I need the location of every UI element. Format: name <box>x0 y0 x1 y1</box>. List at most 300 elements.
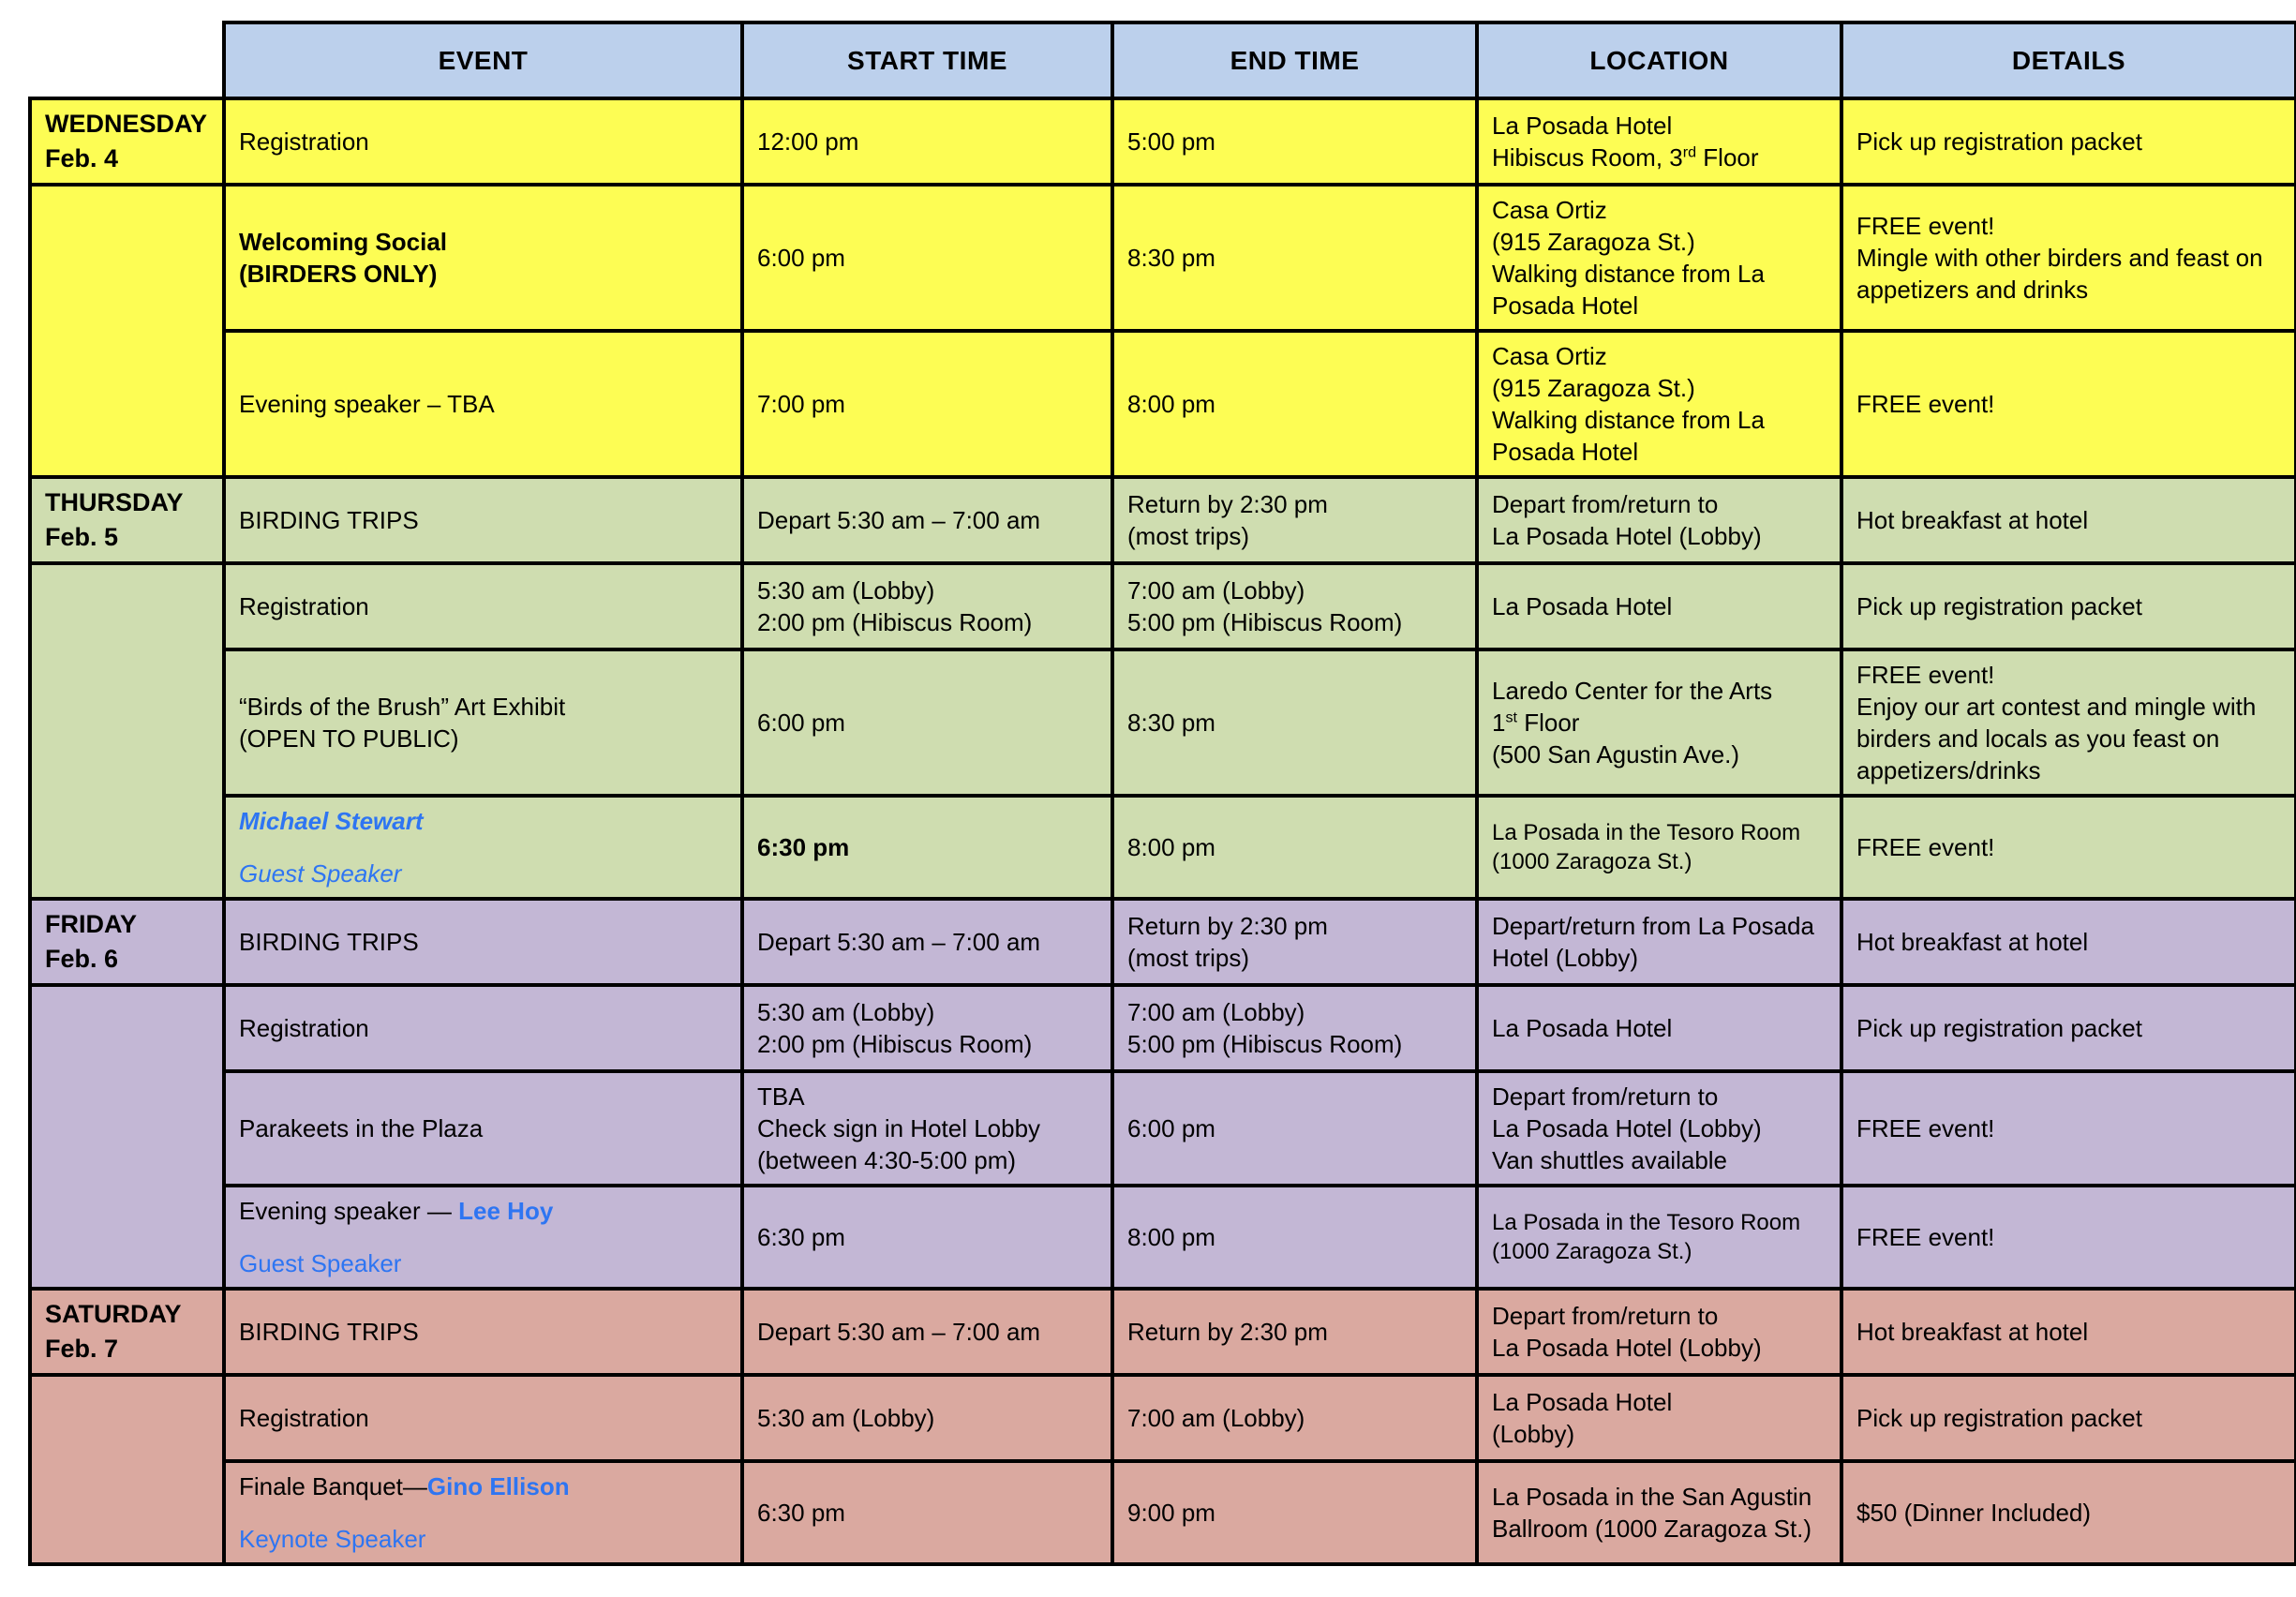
text-line <box>757 242 1097 274</box>
schedule-row <box>30 1186 2296 1289</box>
column-header-details: DETAILS <box>1841 22 2296 98</box>
day-label: SATURDAY <box>45 1300 182 1328</box>
text-segment: 6:30 pm <box>757 833 850 861</box>
text-segment: 8:30 pm <box>1127 244 1215 272</box>
text-line <box>1492 590 1826 622</box>
text-segment: Depart from/return to <box>1492 1082 1719 1111</box>
location-cell <box>1477 331 1841 477</box>
text-line <box>239 926 727 958</box>
text-line <box>1492 194 1826 226</box>
schedule-row <box>30 649 2296 796</box>
text-line <box>1492 404 1826 468</box>
location-cell <box>1477 796 1841 899</box>
text-segment: FREE event! <box>1856 1114 1995 1142</box>
text-line <box>1856 659 2281 691</box>
text-segment: rd <box>1682 143 1697 161</box>
text-line <box>239 258 727 290</box>
text-segment: Return by 2:30 pm <box>1127 912 1328 940</box>
text-segment: Guest Speaker <box>239 1249 402 1277</box>
end-cell <box>1112 477 1477 563</box>
details-cell <box>1841 649 2296 796</box>
text-line <box>757 1112 1097 1144</box>
text-segment: Lee Hoy <box>458 1197 554 1225</box>
event-cell <box>224 649 742 796</box>
text-segment: Walking distance from La Posada Hotel <box>1492 260 1765 320</box>
text-line <box>757 1081 1097 1112</box>
text-segment: 8:00 pm <box>1127 1223 1215 1251</box>
start-cell <box>742 1071 1112 1186</box>
text-line <box>239 805 727 837</box>
text-line <box>1492 340 1826 372</box>
text-segment: st <box>1505 709 1517 726</box>
text-line <box>1856 691 2281 786</box>
text-line <box>1492 520 1826 552</box>
text-line <box>1856 1012 2281 1044</box>
text-segment: Welcoming Social <box>239 228 448 256</box>
text-line <box>1127 242 1462 274</box>
event-cell <box>224 1186 742 1289</box>
event-cell <box>224 1289 742 1375</box>
text-segment: La Posada in the Tesoro Room (1000 Zaragoza St.) <box>1492 1210 1801 1264</box>
details-cell <box>1841 1461 2296 1564</box>
text-segment: La Posada Hotel <box>1492 592 1673 620</box>
event-cell <box>224 1461 742 1564</box>
text-segment: Keynote Speaker <box>239 1525 426 1553</box>
details-cell <box>1841 98 2296 185</box>
text-segment: 5:30 am (Lobby) <box>757 576 935 604</box>
text-line <box>1492 1300 1826 1332</box>
day-filler-cell <box>30 185 224 477</box>
text-line <box>239 1523 727 1555</box>
text-segment: La Posada Hotel <box>1492 112 1673 140</box>
text-segment: Registration <box>239 1014 369 1042</box>
text-segment: “Birds of the Brush” Art Exhibit <box>239 693 566 721</box>
text-segment: Depart 5:30 am – 7:00 am <box>757 928 1041 956</box>
text-line <box>239 504 727 536</box>
text-line <box>1127 388 1462 420</box>
text-line <box>757 1402 1097 1434</box>
text-segment: (500 San Agustin Ave.) <box>1492 740 1740 769</box>
text-line <box>757 1144 1097 1176</box>
text-line <box>1492 1012 1826 1044</box>
text-line <box>1492 372 1826 404</box>
text-line <box>239 723 727 754</box>
schedule-row <box>30 98 2296 185</box>
text-segment: 9:00 pm <box>1127 1499 1215 1527</box>
day-cell <box>30 899 224 985</box>
text-line <box>239 126 727 157</box>
text-line <box>239 1470 727 1502</box>
text-line <box>1492 1208 1826 1266</box>
text-segment: 7:00 am (Lobby) <box>1127 998 1305 1026</box>
text-segment: 7:00 am (Lobby) <box>1127 576 1305 604</box>
text-segment: Pick up registration packet <box>1856 592 2142 620</box>
text-segment: Laredo Center for the Arts <box>1492 677 1773 705</box>
text-segment: 7:00 am (Lobby) <box>1127 1404 1305 1432</box>
event-cell <box>224 98 742 185</box>
event-cell <box>224 477 742 563</box>
day-label: WEDNESDAY <box>45 110 208 138</box>
schedule-row <box>30 1461 2296 1564</box>
end-cell <box>1112 563 1477 649</box>
text-line <box>757 575 1097 606</box>
column-header-location: LOCATION <box>1477 22 1841 98</box>
start-cell <box>742 1461 1112 1564</box>
text-segment: Registration <box>239 592 369 620</box>
text-segment: 5:30 am (Lobby) <box>757 998 935 1026</box>
schedule-row <box>30 796 2296 899</box>
text-segment: 2:00 pm (Hibiscus Room) <box>757 608 1033 636</box>
text-line <box>1127 1221 1462 1253</box>
text-line <box>1492 110 1826 142</box>
text-segment: FREE event! <box>1856 833 1995 861</box>
text-line <box>757 831 1097 863</box>
text-line <box>1127 910 1462 942</box>
text-line <box>1492 1112 1826 1144</box>
text-segment: (915 Zaragoza St.) <box>1492 374 1695 402</box>
end-cell <box>1112 1289 1477 1375</box>
text-segment: Return by 2:30 pm <box>1127 1318 1328 1346</box>
column-header-event: EVENT <box>224 22 742 98</box>
end-cell <box>1112 98 1477 185</box>
text-line <box>239 1195 727 1227</box>
column-header-start-time: START TIME <box>742 22 1112 98</box>
text-segment: Gino Ellison <box>426 1472 570 1500</box>
text-line <box>1127 126 1462 157</box>
text-line <box>1856 504 2281 536</box>
start-cell <box>742 185 1112 331</box>
day-cell <box>30 98 224 185</box>
location-cell <box>1477 477 1841 563</box>
text-segment: 2:00 pm (Hibiscus Room) <box>757 1030 1033 1058</box>
text-segment: 8:00 pm <box>1127 833 1215 861</box>
text-segment: Depart 5:30 am – 7:00 am <box>757 1318 1041 1346</box>
text-segment: 5:00 pm <box>1127 127 1215 156</box>
text-segment: (BIRDERS ONLY) <box>239 260 438 288</box>
details-cell <box>1841 1071 2296 1186</box>
text-line <box>757 1497 1097 1529</box>
text-segment: Depart 5:30 am – 7:00 am <box>757 506 1041 534</box>
details-cell <box>1841 985 2296 1071</box>
text-line <box>1127 1402 1462 1434</box>
text-line <box>1127 520 1462 552</box>
text-line <box>757 926 1097 958</box>
text-line <box>1492 1418 1826 1450</box>
text-line <box>757 1221 1097 1253</box>
text-segment: Walking distance from La Posada Hotel <box>1492 406 1765 466</box>
text-segment: Mingle with other birders and feast on appetizers and drinks <box>1856 244 2263 304</box>
text-segment: Check sign in Hotel Lobby <box>757 1114 1041 1142</box>
text-segment: Parakeets in the Plaza <box>239 1114 484 1142</box>
text-line <box>239 1316 727 1348</box>
text-segment: 7:00 pm <box>757 390 845 418</box>
text-segment: 6:00 pm <box>757 709 845 737</box>
text-segment: Enjoy our art contest and mingle with birders and locals as you feast on appetizers/drinks <box>1856 693 2257 784</box>
event-cell <box>224 796 742 899</box>
day-label: FRIDAY <box>45 910 138 938</box>
text-segment: FREE event! <box>1856 661 1995 689</box>
event-cell <box>224 899 742 985</box>
date-label: Feb. 7 <box>45 1335 119 1363</box>
text-segment: 6:00 pm <box>757 244 845 272</box>
schedule-table <box>28 21 2296 1566</box>
text-segment: Pick up registration packet <box>1856 1404 2142 1432</box>
schedule-row <box>30 985 2296 1071</box>
start-cell <box>742 98 1112 185</box>
location-cell <box>1477 1186 1841 1289</box>
text-line <box>239 388 727 420</box>
event-cell <box>224 985 742 1071</box>
text-segment: La Posada in the San Agustin Ballroom (1000 Zaragoza St.) <box>1492 1483 1812 1543</box>
text-line <box>239 858 727 889</box>
text-line <box>1492 226 1826 258</box>
day-label: THURSDAY <box>45 488 184 516</box>
end-cell <box>1112 1461 1477 1564</box>
event-cell <box>224 563 742 649</box>
text-segment: Depart from/return to <box>1492 1302 1719 1330</box>
location-cell <box>1477 1071 1841 1186</box>
text-segment: 12:00 pm <box>757 127 859 156</box>
text-line <box>757 996 1097 1028</box>
text-segment: (915 Zaragoza St.) <box>1492 228 1695 256</box>
text-segment: 8:30 pm <box>1127 709 1215 737</box>
text-line <box>757 388 1097 420</box>
text-line <box>1492 707 1826 739</box>
text-line <box>239 1112 727 1144</box>
end-cell <box>1112 985 1477 1071</box>
event-cell <box>224 1071 742 1186</box>
text-line <box>239 1402 727 1434</box>
text-segment: Evening speaker — <box>239 1197 459 1225</box>
location-cell <box>1477 98 1841 185</box>
schedule-row <box>30 1289 2296 1375</box>
text-segment: $50 (Dinner Included) <box>1856 1499 2092 1527</box>
text-line <box>1127 831 1462 863</box>
text-line <box>1127 1497 1462 1529</box>
text-line <box>1492 1332 1826 1364</box>
text-line <box>1492 739 1826 770</box>
details-cell <box>1841 1186 2296 1289</box>
text-segment: 6:00 pm <box>1127 1114 1215 1142</box>
text-segment: 6:30 pm <box>757 1499 845 1527</box>
event-cell <box>224 331 742 477</box>
text-line <box>1127 996 1462 1028</box>
text-line <box>1856 388 2281 420</box>
schedule-row <box>30 563 2296 649</box>
location-cell <box>1477 899 1841 985</box>
text-line <box>1856 1221 2281 1253</box>
start-cell <box>742 985 1112 1071</box>
text-line <box>757 504 1097 536</box>
event-cell <box>224 1375 742 1461</box>
text-line <box>1127 942 1462 974</box>
text-line <box>757 1316 1097 1348</box>
text-segment: (most trips) <box>1127 522 1249 550</box>
text-segment: Casa Ortiz <box>1492 196 1607 224</box>
text-line <box>239 691 727 723</box>
text-segment: Pick up registration packet <box>1856 1014 2142 1042</box>
text-segment: FREE event! <box>1856 390 1995 418</box>
day-filler-cell <box>30 563 224 899</box>
text-segment: La Posada Hotel <box>1492 1388 1673 1416</box>
date-label: Feb. 5 <box>45 523 119 551</box>
day-cell <box>30 1289 224 1375</box>
text-segment: La Posada Hotel (Lobby) <box>1492 1334 1762 1362</box>
text-segment: Hot breakfast at hotel <box>1856 506 2089 534</box>
text-segment: 5:00 pm (Hibiscus Room) <box>1127 1030 1403 1058</box>
text-line <box>757 126 1097 157</box>
event-cell <box>224 185 742 331</box>
text-segment: Van shuttles available <box>1492 1146 1728 1174</box>
text-line <box>1856 590 2281 622</box>
end-cell <box>1112 1375 1477 1461</box>
text-segment: Michael Stewart <box>239 807 424 835</box>
text-segment: La Posada Hotel <box>1492 1014 1673 1042</box>
start-cell <box>742 796 1112 899</box>
text-segment: BIRDING TRIPS <box>239 928 419 956</box>
details-cell <box>1841 331 2296 477</box>
text-segment: Registration <box>239 127 369 156</box>
text-segment: Hibiscus Room, 3 <box>1492 143 1683 172</box>
text-segment: 5:30 am (Lobby) <box>757 1404 935 1432</box>
start-cell <box>742 1375 1112 1461</box>
text-line <box>1856 831 2281 863</box>
location-cell <box>1477 985 1841 1071</box>
schedule-row <box>30 1375 2296 1461</box>
details-cell <box>1841 477 2296 563</box>
start-cell <box>742 899 1112 985</box>
end-cell <box>1112 185 1477 331</box>
text-segment: La Posada Hotel (Lobby) <box>1492 1114 1762 1142</box>
text-line <box>757 1028 1097 1060</box>
text-segment: 6:30 pm <box>757 1223 845 1251</box>
text-segment: Evening speaker – TBA <box>239 390 495 418</box>
location-cell <box>1477 1289 1841 1375</box>
date-label: Feb. 4 <box>45 144 119 172</box>
text-line <box>1856 1497 2281 1529</box>
start-cell <box>742 331 1112 477</box>
text-line <box>239 1247 727 1279</box>
text-line <box>1127 575 1462 606</box>
text-line <box>1856 926 2281 958</box>
details-cell <box>1841 899 2296 985</box>
text-segment: La Posada Hotel (Lobby) <box>1492 522 1762 550</box>
start-cell <box>742 563 1112 649</box>
text-segment: Floor <box>1517 709 1580 737</box>
location-cell <box>1477 1375 1841 1461</box>
end-cell <box>1112 649 1477 796</box>
text-segment: Depart from/return to <box>1492 490 1719 518</box>
text-line <box>757 606 1097 638</box>
text-line <box>1492 488 1826 520</box>
text-segment: Hot breakfast at hotel <box>1856 928 2089 956</box>
text-line <box>1127 707 1462 739</box>
text-segment: Guest Speaker <box>239 859 402 888</box>
schedule-row <box>30 331 2296 477</box>
details-cell <box>1841 185 2296 331</box>
text-segment: FREE event! <box>1856 1223 1995 1251</box>
schedule-row <box>30 185 2296 331</box>
text-segment: FREE event! <box>1856 212 1995 240</box>
schedule-row <box>30 1071 2296 1186</box>
text-segment: Hot breakfast at hotel <box>1856 1318 2089 1346</box>
text-line <box>1492 818 1826 876</box>
details-cell <box>1841 563 2296 649</box>
day-column-blank-header <box>30 22 224 98</box>
text-segment: Registration <box>239 1404 369 1432</box>
column-header-end-time: END TIME <box>1112 22 1477 98</box>
text-segment: Depart/return from La Posada Hotel (Lobby) <box>1492 912 1814 972</box>
end-cell <box>1112 331 1477 477</box>
day-cell <box>30 477 224 563</box>
day-filler-cell <box>30 985 224 1289</box>
text-line <box>1856 1112 2281 1144</box>
text-line <box>1492 910 1826 974</box>
date-label: Feb. 6 <box>45 945 119 973</box>
start-cell <box>742 649 1112 796</box>
schedule-wrapper <box>28 21 2296 1566</box>
text-segment: (OPEN TO PUBLIC) <box>239 724 459 753</box>
text-segment: (most trips) <box>1127 944 1249 972</box>
text-line <box>1492 1144 1826 1176</box>
text-line <box>239 226 727 258</box>
details-cell <box>1841 1375 2296 1461</box>
location-cell <box>1477 563 1841 649</box>
text-segment: Finale Banquet— <box>239 1472 427 1500</box>
day-filler-cell <box>30 1375 224 1564</box>
text-line <box>239 1012 727 1044</box>
text-segment: Floor <box>1696 143 1759 172</box>
text-segment: (between 4:30-5:00 pm) <box>757 1146 1017 1174</box>
location-cell <box>1477 1461 1841 1564</box>
details-cell <box>1841 796 2296 899</box>
text-line <box>1127 1112 1462 1144</box>
text-segment: BIRDING TRIPS <box>239 1318 419 1346</box>
schedule-row <box>30 477 2296 563</box>
end-cell <box>1112 1186 1477 1289</box>
location-cell <box>1477 185 1841 331</box>
start-cell <box>742 1289 1112 1375</box>
header-row <box>30 22 2296 98</box>
text-segment: BIRDING TRIPS <box>239 506 419 534</box>
text-segment: 5:00 pm (Hibiscus Room) <box>1127 608 1403 636</box>
text-line <box>1492 1481 1826 1545</box>
text-line <box>757 707 1097 739</box>
end-cell <box>1112 796 1477 899</box>
text-line <box>1492 1081 1826 1112</box>
text-line <box>239 590 727 622</box>
location-cell <box>1477 649 1841 796</box>
text-line <box>1492 675 1826 707</box>
text-line <box>1127 1316 1462 1348</box>
schedule-row <box>30 899 2296 985</box>
text-line <box>1127 488 1462 520</box>
text-line <box>1492 1386 1826 1418</box>
text-line <box>1856 1316 2281 1348</box>
text-segment: La Posada in the Tesoro Room (1000 Zaragoza St.) <box>1492 820 1801 874</box>
text-line <box>1856 242 2281 306</box>
text-segment: (Lobby) <box>1492 1420 1575 1448</box>
end-cell <box>1112 1071 1477 1186</box>
text-line <box>1492 258 1826 321</box>
text-line <box>1492 142 1826 173</box>
text-segment: TBA <box>757 1082 805 1111</box>
text-line <box>1856 126 2281 157</box>
end-cell <box>1112 899 1477 985</box>
text-segment: Return by 2:30 pm <box>1127 490 1328 518</box>
start-cell <box>742 1186 1112 1289</box>
start-cell <box>742 477 1112 563</box>
